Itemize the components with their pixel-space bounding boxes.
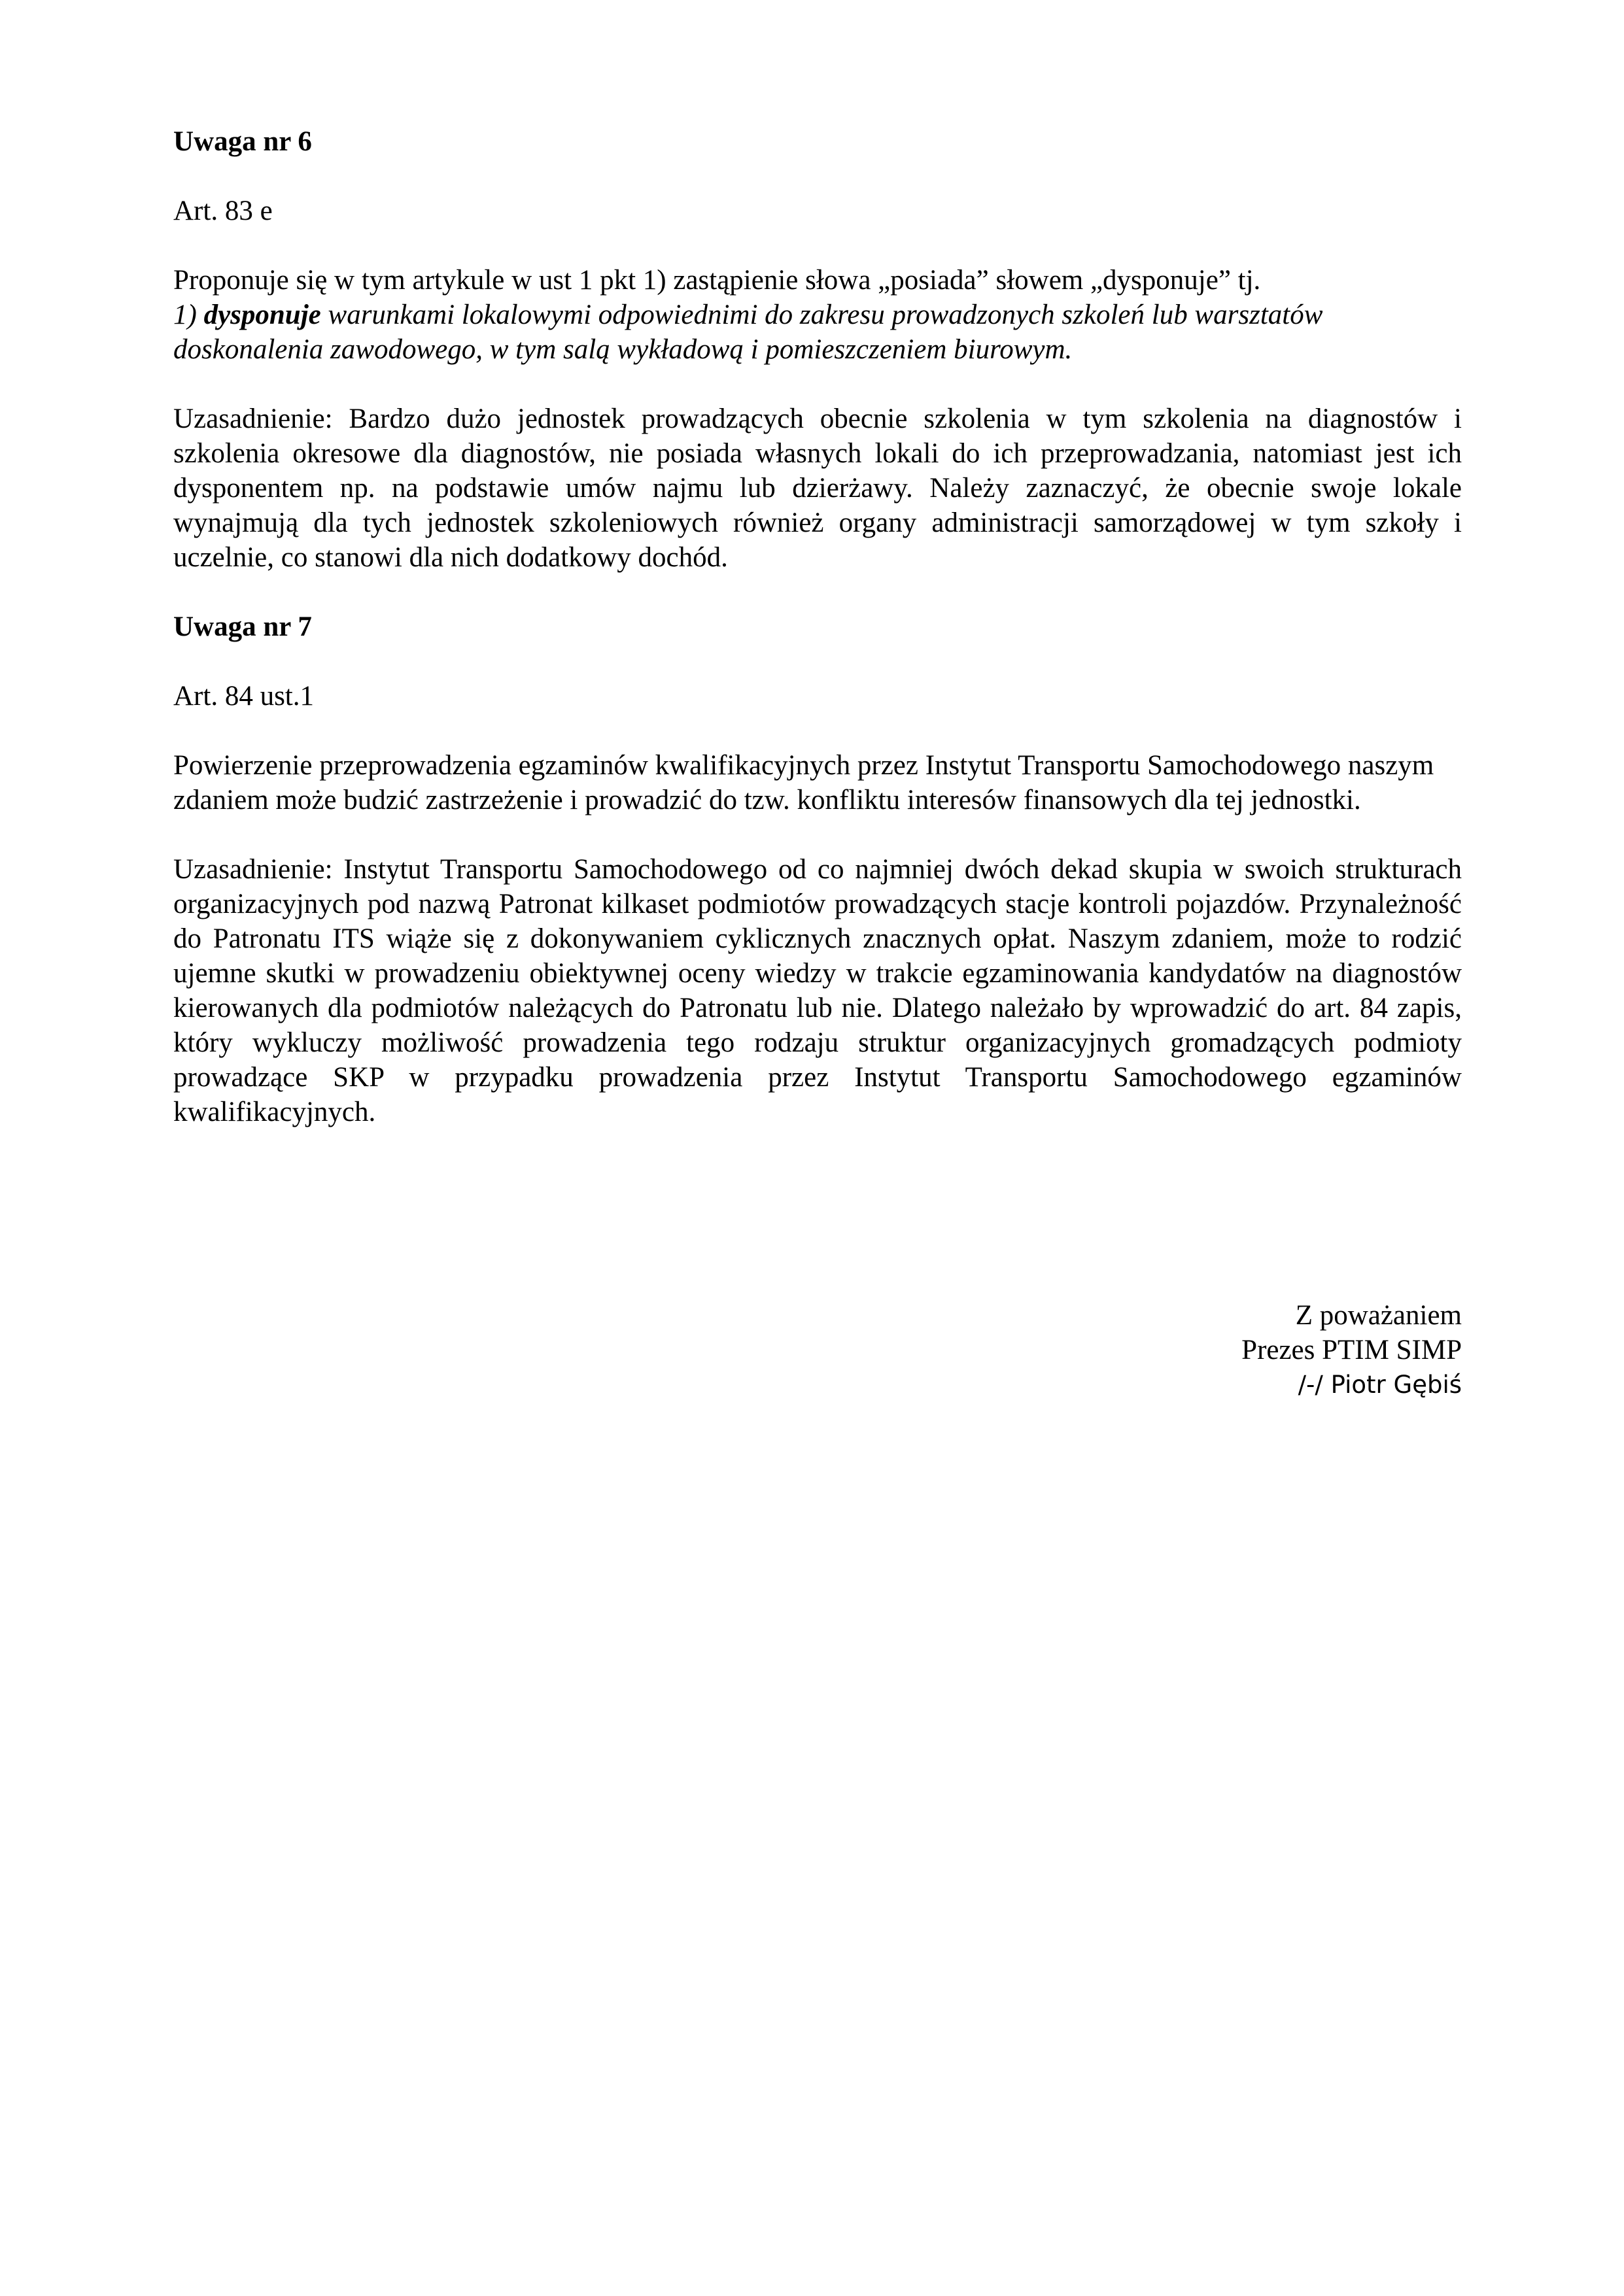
section-6-proposal: [173, 263, 1462, 367]
quote-bold-word: dysponuje: [203, 300, 321, 330]
section-6-article: Art. 83 e: [173, 196, 273, 226]
section-6-justification: Uzasadnienie: Bardzo dużo jednostek prowadzących obecnie szkolenia w tym szkolenia na diagnostów i szkolenia okresowe dla diagnostów, nie posiada własnych lokali do ich przeprowadzania, natomiast jest ich dysponentem np. na podstawie umów najmu lub dzierżawy. Należy zaznaczyć, że obecnie swoje lokale wynajmują dla tych jednostek szkoleniowych również organy administracji samorządowej w tym szkoły i uczelnie, co stanowi dla nich dodatkowy dochód.: [173, 403, 1462, 573]
document-body: [173, 124, 1462, 1164]
closing-title: Prezes PTIM SIMP: [1241, 1335, 1462, 1365]
section-6-heading: Uwaga nr 6: [173, 126, 312, 157]
quote-prefix: 1): [173, 300, 204, 330]
closing-signature: /-/ Piotr Gębiś: [1298, 1371, 1462, 1399]
section-6-proposal-text: Proponuje się w tym artykule w ust 1 pkt 1) zastąpienie słowa „posiada” słowem „dysponuje” tj.: [173, 265, 1261, 296]
section-7-remark: Powierzenie przeprowadzenia egzaminów kwalifikacyjnych przez Instytut Transportu Samochodowego naszym zdaniem może budzić zastrzeżenie i prowadzić do tzw. konfliktu interesów finansowych dla tej jednostki.: [173, 750, 1434, 815]
section-7-heading: Uwaga nr 7: [173, 611, 312, 642]
section-6-quote: [173, 298, 1462, 367]
section-7-article: Art. 84 ust.1: [173, 681, 314, 711]
closing-salutation: Z poważaniem: [1295, 1300, 1462, 1331]
closing-block: [1241, 1298, 1462, 1402]
section-7-justification: Uzasadnienie: Instytut Transportu Samochodowego od co najmniej dwóch dekad skupia w swoich strukturach organizacyjnych pod nazwą Patronat kilkaset podmiotów prowadzących stacje kontroli pojazdów. Przynależność do Patronatu ITS wiąże się z dokonywaniem cyklicznych znacznych opłat. Naszym zdaniem, może to rodzić ujemne skutki w prowadzeniu obiektywnej oceny wiedzy w trakcie egzaminowania kandydatów na diagnostów kierowanych dla podmiotów należących do Patronatu lub nie. Dlatego należało by wprowadzić do art. 84 zapis, który wykluczy możliwość prowadzenia tego rodzaju struktur organizacyjnych gromadzących podmioty prowadzące SKP w przypadku prowadzenia przez Instytut Transportu Samochodowego egzaminów kwalifikacyjnych.: [173, 854, 1462, 1127]
quote-rest: warunkami lokalowymi odpowiednimi do zakresu prowadzonych szkoleń lub warsztatów doskonalenia zawodowego, w tym salą wykładową i pomieszczeniem biurowym.: [173, 300, 1323, 365]
